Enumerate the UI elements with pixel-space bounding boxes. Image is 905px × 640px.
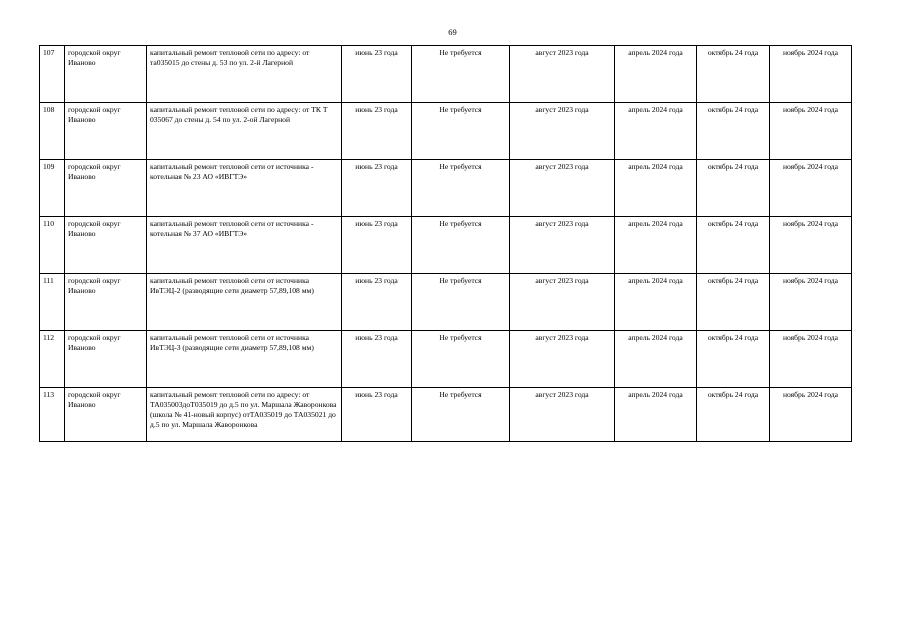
municipality-cell: городской округ Иваново xyxy=(65,331,147,388)
requirement-cell: Не требуется xyxy=(412,103,510,160)
requirement-cell: Не требуется xyxy=(412,46,510,103)
date4-cell: октябрь 24 года xyxy=(697,46,770,103)
date2-cell: август 2023 года xyxy=(510,274,615,331)
date5-cell: ноябрь 2024 года xyxy=(770,103,852,160)
object-cell: капитальный ремонт тепловой сети по адресу: от ТК Т 035067 до стены д. 54 по ул. 2-ой Лагерной xyxy=(147,103,342,160)
date1-cell: июнь 23 года xyxy=(342,274,412,331)
object-cell: капитальный ремонт тепловой сети от источника - котельная № 23 АО «ИВГТЭ» xyxy=(147,160,342,217)
municipality-cell: городской округ Иваново xyxy=(65,160,147,217)
date3-cell: апрель 2024 года xyxy=(615,103,697,160)
date5-cell: ноябрь 2024 года xyxy=(770,46,852,103)
row-number: 107 xyxy=(40,46,65,103)
date3-cell: апрель 2024 года xyxy=(615,46,697,103)
requirement-cell: Не требуется xyxy=(412,217,510,274)
row-number: 113 xyxy=(40,388,65,442)
object-cell: капитальный ремонт тепловой сети от источника ИвТЭЦ-2 (разводящие сети диаметр 57,89,108 мм) xyxy=(147,274,342,331)
schedule-table xyxy=(39,45,852,442)
date1-cell: июнь 23 года xyxy=(342,103,412,160)
date3-cell: апрель 2024 года xyxy=(615,331,697,388)
row-number: 108 xyxy=(40,103,65,160)
object-cell: капитальный ремонт тепловой сети по адресу: от ТА035003доТ035019 до д.5 по ул. Маршала Жаворонкова (школа № 41-новый корпус) отТА035019 до ТА035021 до д.5 по ул. Маршала Жаворонкова xyxy=(147,388,342,442)
table-row xyxy=(40,160,852,217)
date2-cell: август 2023 года xyxy=(510,103,615,160)
municipality-cell: городской округ Иваново xyxy=(65,217,147,274)
municipality-cell: городской округ Иваново xyxy=(65,388,147,442)
date4-cell: октябрь 24 года xyxy=(697,331,770,388)
row-number: 111 xyxy=(40,274,65,331)
date5-cell: ноябрь 2024 года xyxy=(770,160,852,217)
requirement-cell: Не требуется xyxy=(412,331,510,388)
date4-cell: октябрь 24 года xyxy=(697,388,770,442)
date1-cell: июнь 23 года xyxy=(342,331,412,388)
date5-cell: ноябрь 2024 года xyxy=(770,388,852,442)
table-row xyxy=(40,388,852,442)
table-row xyxy=(40,217,852,274)
municipality-cell: городской округ Иваново xyxy=(65,46,147,103)
date4-cell: октябрь 24 года xyxy=(697,160,770,217)
date3-cell: апрель 2024 года xyxy=(615,274,697,331)
object-cell: капитальный ремонт тепловой сети по адресу: от та035015 до стены д. 53 по ул. 2-й Лагерной xyxy=(147,46,342,103)
requirement-cell: Не требуется xyxy=(412,388,510,442)
date5-cell: ноябрь 2024 года xyxy=(770,217,852,274)
page-number: 69 xyxy=(448,27,457,37)
date2-cell: август 2023 года xyxy=(510,46,615,103)
date1-cell: июнь 23 года xyxy=(342,160,412,217)
date2-cell: август 2023 года xyxy=(510,331,615,388)
row-number: 112 xyxy=(40,331,65,388)
date1-cell: июнь 23 года xyxy=(342,46,412,103)
date3-cell: апрель 2024 года xyxy=(615,160,697,217)
date5-cell: ноябрь 2024 года xyxy=(770,274,852,331)
date4-cell: октябрь 24 года xyxy=(697,217,770,274)
date4-cell: октябрь 24 года xyxy=(697,274,770,331)
date1-cell: июнь 23 года xyxy=(342,388,412,442)
date2-cell: август 2023 года xyxy=(510,388,615,442)
date1-cell: июнь 23 года xyxy=(342,217,412,274)
date2-cell: август 2023 года xyxy=(510,160,615,217)
municipality-cell: городской округ Иваново xyxy=(65,103,147,160)
table-row xyxy=(40,46,852,103)
date3-cell: апрель 2024 года xyxy=(615,388,697,442)
date3-cell: апрель 2024 года xyxy=(615,217,697,274)
table-row xyxy=(40,103,852,160)
object-cell: капитальный ремонт тепловой сети от источника ИвТЭЦ-3 (разводящие сети диаметр 57,89,108 мм) xyxy=(147,331,342,388)
municipality-cell: городской округ Иваново xyxy=(65,274,147,331)
requirement-cell: Не требуется xyxy=(412,160,510,217)
object-cell: капитальный ремонт тепловой сети от источника - котельная № 37 АО «ИВГТЭ» xyxy=(147,217,342,274)
table-row xyxy=(40,274,852,331)
date5-cell: ноябрь 2024 года xyxy=(770,331,852,388)
row-number: 109 xyxy=(40,160,65,217)
requirement-cell: Не требуется xyxy=(412,274,510,331)
date4-cell: октябрь 24 года xyxy=(697,103,770,160)
row-number: 110 xyxy=(40,217,65,274)
table-row xyxy=(40,331,852,388)
date2-cell: август 2023 года xyxy=(510,217,615,274)
